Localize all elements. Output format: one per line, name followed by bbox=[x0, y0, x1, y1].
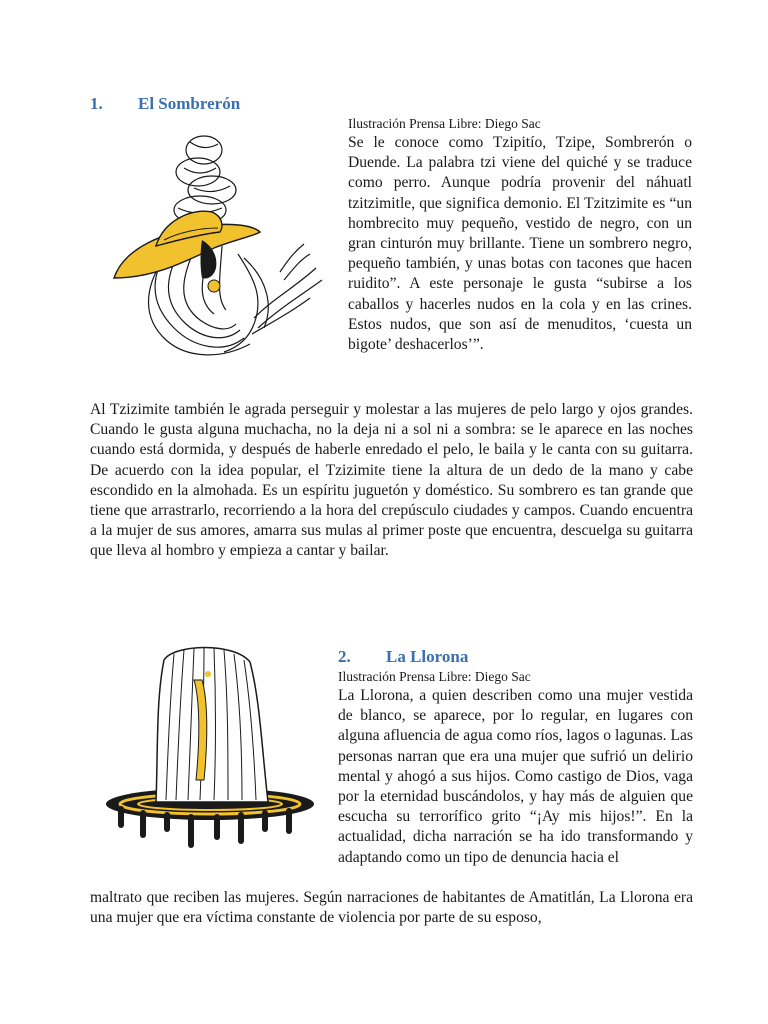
section-1-intro: Se le conoce como Tzipitío, Tzipe, Sombrerón o Duende. La palabra tzi viene del quiché y se traduce como perro. Aunque podría provenir del náhuatl tzitzimitle, que significa demonio. El Tzitzimite es “un hombrecito muy pequeño, vestido de negro, con un gran cinturón muy brillante. Tiene un sombrero negro, pequeño también, y unas botas con tacones que hacen ruidito”. A este personaje le gusta “subirse a los caballos y hacerles nudos en la cola y en las crines. Estos nudos, que son así de menuditos, ‘cuesta un bigote’ deshacerlos’”. bbox=[348, 134, 692, 354]
section-2-title: La Llorona bbox=[386, 647, 469, 666]
section-2-heading bbox=[338, 647, 468, 667]
section-1-credit: Ilustración Prensa Libre: Diego Sac bbox=[348, 116, 541, 131]
section-1-number: 1. bbox=[90, 94, 103, 113]
section-1-heading bbox=[90, 94, 240, 114]
section-2-number: 2. bbox=[338, 647, 351, 666]
section-2-intro: La Llorona, a quien describen como una mujer vestida de blanco, se aparece, por lo regular, en lugares con alguna afluencia de agua como ríos, lagos o lagunas. Las personas narran que era una mujer que sufrió un delirio mental y ahogó a sus hijos. Como castigo de Dios, vaga por la eternidad buscándolos, y hay más de alguien que escucha su terrorífico grito “¡Ay mis hijos!”. En la actualidad, dicha narración se ha ido transformando y adaptando como un tipo de denuncia hacia el bbox=[338, 687, 693, 866]
section-1-body: Al Tzizimite también le agrada perseguir y molestar a las mujeres de pelo largo y ojos grandes. Cuando le gusta alguna muchacha, no la deja ni a sol ni a sombra: se le aparece en las noches cuando está dormida, y después de haberle enredado el pelo, le baila y le canta con su guitarra. De acuerdo con la idea popular, el Tzizimite tiene la altura de un dedo de la mano y cabe escondido en la almohada. Es un espíritu juguetón y doméstico. Su sombrero es tan grande que tiene que arrastrarlo, recorriendo a la hora del crepúsculo ciudades y campos. Cuando encuentra a la mujer de sus amores, amarra sus mulas al primer poste que encuentra, descuelga su guitarra que lleva al hombro y empieza a cantar y bailar. bbox=[90, 401, 693, 560]
section-2-body: maltrato que reciben las mujeres. Según narraciones de habitantes de Amatitlán, La Llorona era una mujer que era víctima constante de violencia por parte de su esposo, bbox=[90, 889, 693, 927]
llorona-illustration bbox=[104, 640, 320, 856]
section-2-credit: Ilustración Prensa Libre: Diego Sac bbox=[338, 669, 531, 684]
sombreron-illustration bbox=[104, 128, 326, 364]
section-1-title: El Sombrerón bbox=[138, 94, 241, 113]
